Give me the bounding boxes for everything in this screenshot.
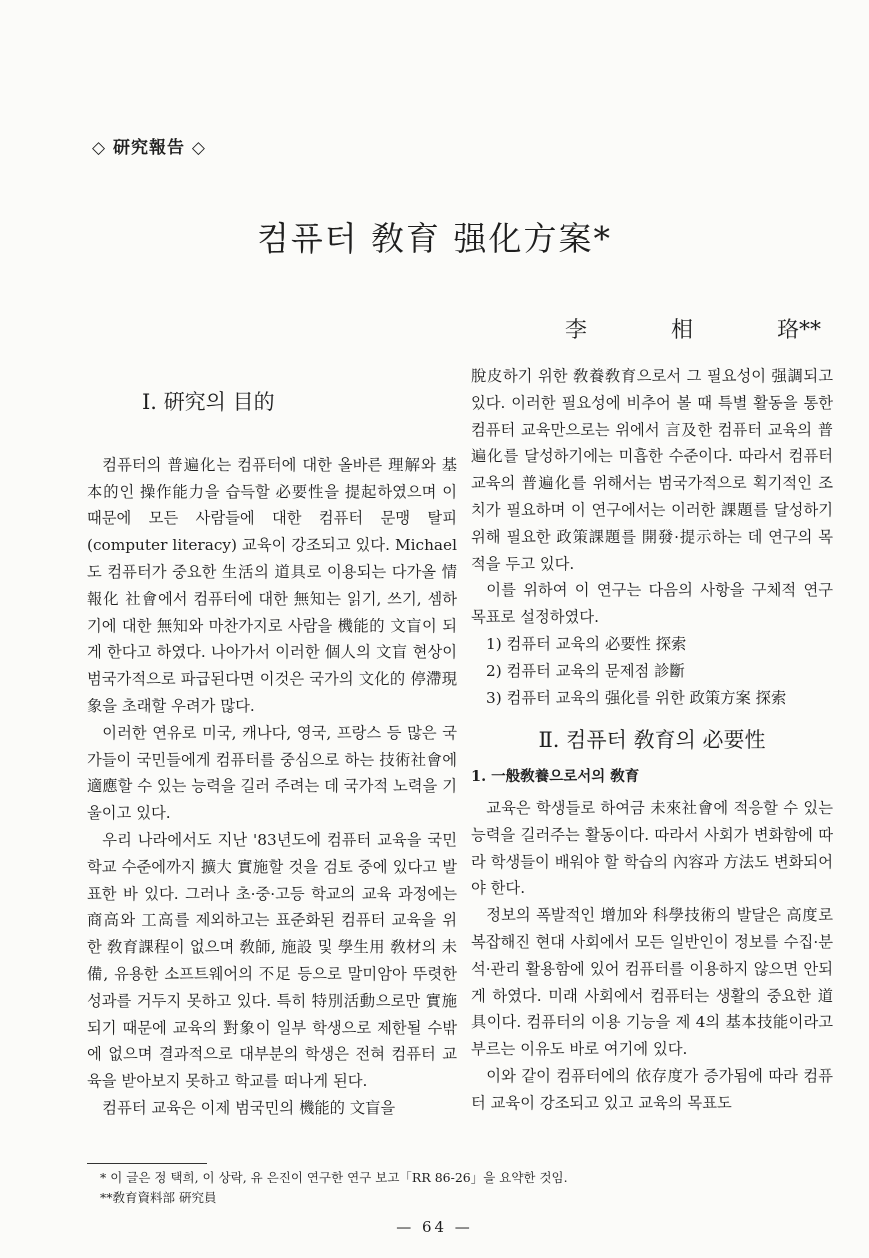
list-item: 2) 컴퓨터 교육의 문제점 診斷 xyxy=(486,661,685,680)
paragraph: 컴퓨터의 普遍化는 컴퓨터에 대한 올바른 理解와 基本的인 操作能力을 습득할 必要性을 提起하였으며 이 때문에 모든 사람들에 대한 컴퓨터 문맹 탈피(computer literacy) 교육이 강조되고 있다. Michael도 컴퓨터가 중요한 生活의 道具로 이용되는 다가올 情報化 社會에서 컴퓨터에 대한 無知는 읽기, 쓰기, 셈하기에 대한 無知와 마찬가지로 사람을 機能的 文盲이 되게 한다고 하였다. 나아가서 이러한 個人의 文盲 현상이 범국가적으로 파급된다면 이것은 국가의 文化的 停滯現象을 초래할 우려가 많다. xyxy=(87,455,457,715)
author-char-1: 李 xyxy=(565,318,588,343)
list-item: 1) 컴퓨터 교육의 必要性 探索 xyxy=(486,634,687,653)
footnote: * 이 글은 정 택희, 이 상락, 유 은진이 연구한 연구 보고「RR 86-26」을 요약한 것임. xyxy=(100,1170,568,1185)
footnote-rule xyxy=(87,1163,207,1164)
paragraph: 컴퓨터 교육은 이제 범국민의 機能的 文盲을 xyxy=(102,1098,396,1117)
list-item: 3) 컴퓨터 교육의 强化를 위한 政策方案 探索 xyxy=(486,688,787,707)
author-char-2: 相 xyxy=(671,318,694,343)
subsection-heading: 1. 一般敎養으로서의 敎育 xyxy=(471,768,640,786)
section-heading-1: Ⅰ. 硏究의 目的 xyxy=(142,390,275,414)
author-char-3: 珞** xyxy=(777,318,822,343)
section-heading-2: Ⅱ. 컴퓨터 敎育의 必要性 xyxy=(538,728,766,753)
paragraph: 우리 나라에서도 지난 '83년도에 컴퓨터 교육을 국민 학교 수준에까지 擴大 實施할 것을 검토 중에 있다고 발표한 바 있다. 그러나 초·중·고등 학교의 교육 과정에는 商高와 工高를 제외하고는 표준화된 컴퓨터 교육을 위한 敎育課程이 없으며 敎師, 施設 및 學生用 敎材의 未備, 유용한 소프트웨어의 不足 등으로 말미암아 뚜렷한 성과를 거두지 못하고 있다. 특히 特別活動으로만 實施되기 때문에 교육의 對象이 일부 학생으로 제한될 수밖에 없으며 결과적으로 대부분의 학생은 전혀 컴퓨터 교육을 받아보지 못하고 학교를 떠나게 된다. xyxy=(87,830,457,1091)
left-column xyxy=(87,363,457,1122)
footnote: **敎育資料部 硏究員 xyxy=(100,1190,217,1205)
paragraph: 이와 같이 컴퓨터에의 依存度가 증가됨에 따라 컴퓨터 교육이 강조되고 있고 교육의 목표도 xyxy=(471,1066,833,1112)
paragraph: 이를 위하여 이 연구는 다음의 사항을 구체적 연구 목표로 설정하였다. xyxy=(471,581,833,627)
footnotes xyxy=(100,1168,568,1208)
paper-title: 컴퓨터 敎育 强化方案* xyxy=(256,219,613,258)
page-number: — 64 — xyxy=(396,1218,473,1236)
paragraph: 정보의 폭발적인 增加와 科學技術의 발달은 高度로 복잡해진 현대 사회에서 모든 일반인이 정보를 수집·분석·관리 활용함에 있어 컴퓨터를 이용하지 않으면 안되게 하였다. 미래 사회에서 컴퓨터는 생활의 중요한 道具이다. 컴퓨터의 이용 기능을 제 4의 基本技能이라고 부르는 이유도 바로 여기에 있다. xyxy=(471,906,833,1059)
paragraph: 이러한 연유로 미국, 캐나다, 영국, 프랑스 등 많은 국가들이 국민들에게 컴퓨터를 중심으로 하는 技術社會에 適應할 수 있는 능력을 길러 주려는 데 국가적 노력을 기울이고 있다. xyxy=(87,723,457,823)
paragraph: 교육은 학생들로 하여금 未來社會에 적응할 수 있는 능력을 길러주는 활동이다. 따라서 사회가 변화함에 따라 학생들이 배워야 할 학습의 內容과 方法도 변화되어야 한다. xyxy=(471,798,833,898)
section-kicker: ◇ 研究報告 ◇ xyxy=(92,138,206,158)
author-name xyxy=(565,313,821,344)
objectives-list xyxy=(471,631,833,711)
paragraph: 脫皮하기 위한 敎養敎育으로서 그 필요성이 强調되고 있다. 이러한 필요성에 비추어 볼 때 특별 활동을 통한 컴퓨터 교육만으로는 위에서 言及한 컴퓨터 교육의 普遍化를 달성하기에는 미흡한 수준이다. 따라서 컴퓨터 교육의 普遍化를 위해서는 범국가적으로 획기적인 조치가 필요하며 이 연구에서는 이러한 課題를 달성하기 위해 필요한 政策課題를 開發·提示하는 데 연구의 목적을 두고 있다. xyxy=(471,367,833,573)
right-column xyxy=(471,363,833,1117)
